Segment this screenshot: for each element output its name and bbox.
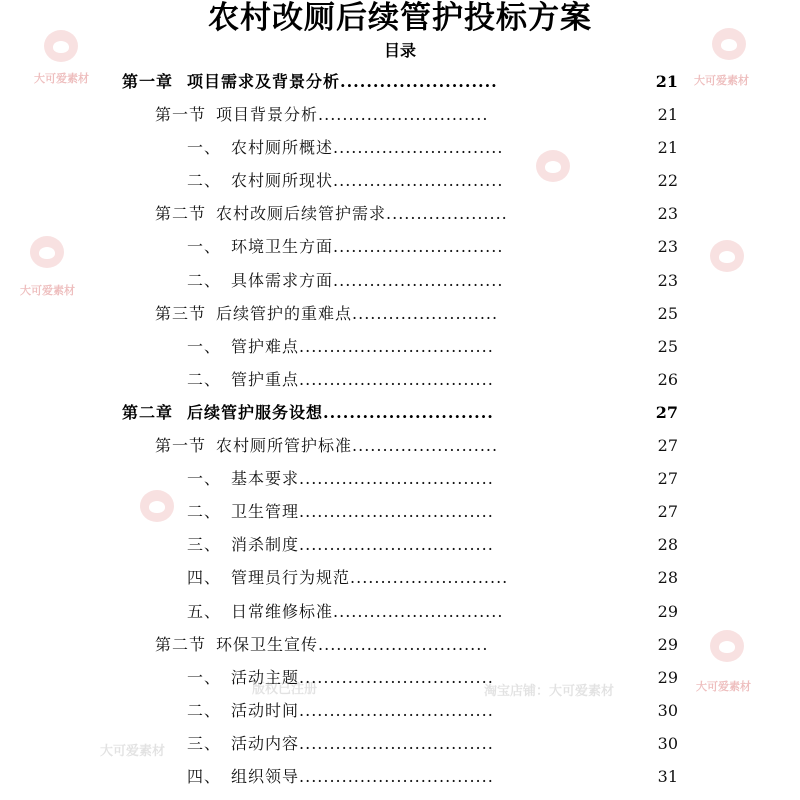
toc-entry-text [187,767,494,787]
toc-entry-section[interactable] [0,629,800,662]
toc-page-number: 21 [657,138,678,158]
toc-page-number: 29 [657,601,678,621]
watermark-shop-text: 淘宝店铺：大可爱素材 [484,684,615,699]
toc-entry-label: 四、 [187,766,222,786]
toc-entry-title: 管理员行为规范 [231,568,351,588]
toc-entry-text [187,171,503,191]
toc-page-number: 21 [657,105,678,125]
toc-entry-title: 活动内容 [231,733,300,753]
toc-entry-item[interactable] [0,132,800,165]
toc-entry-item[interactable] [0,165,800,198]
toc-page-number: 30 [657,700,678,720]
toc-entry-title: 卫生管理 [231,502,300,522]
toc-entry-label: 一、 [187,667,222,687]
toc-entry-label: 三、 [187,733,222,753]
toc-entry-title: 日常维修标准 [231,601,334,621]
toc-dot-leader: ................................ [299,535,494,555]
toc-entry-label: 一、 [187,237,222,257]
toc-entry-label: 二、 [187,270,222,290]
toc-entry-title: 农村厕所现状 [231,171,334,191]
toc-entry-text [187,568,508,588]
toc-entry-text [187,701,494,721]
toc-page-number: 31 [657,766,678,786]
toc-entry-label: 五、 [187,601,222,621]
toc-entry-label: 二、 [187,171,222,191]
toc-page-number: 22 [657,171,678,191]
toc-entry-label: 第二节 [155,634,207,654]
toc-entry-section[interactable] [0,198,800,231]
toc-entry-title: 活动时间 [231,700,300,720]
toc-dot-leader: ................................ [299,369,494,389]
toc-page-number: 30 [657,733,678,753]
toc-entry-label: 第三节 [155,303,207,323]
toc-entry-text [187,502,494,522]
toc-entry-text [155,635,488,655]
toc-dot-leader: .................... [386,204,508,224]
toc-dot-leader: ................................ [299,667,494,687]
toc-page-number: 27 [657,469,678,489]
toc-entry-label: 四、 [187,568,222,588]
toc-entry-label: 三、 [187,535,222,555]
toc-entry-title: 管护难点 [231,336,300,356]
toc-page-number: 25 [657,303,678,323]
toc-dot-leader: ............................ [333,237,504,257]
toc-dot-leader: ............................ [333,270,504,290]
toc-dot-leader: ............................ [318,105,489,125]
toc-entry-item[interactable] [0,529,800,562]
toc-entry-label: 一、 [187,138,222,158]
toc-entry-title: 后续管护的重难点 [216,303,353,323]
toc-entry-label: 第一章 [122,72,174,91]
toc-entry-text [187,237,503,257]
toc-entry-title: 环境卫生方面 [231,237,334,257]
toc-entry-text [187,469,494,489]
toc-dot-leader: ........................ [352,303,499,323]
toc-entry-text [155,436,498,456]
toc-dot-leader: .......................... [323,402,494,422]
toc-entry-label: 第二章 [122,402,174,422]
toc-entry-title: 农村改厕后续管护需求 [216,204,387,224]
toc-entry-text [187,138,503,158]
toc-entry-section[interactable] [0,99,800,132]
toc-entry-title: 项目背景分析 [216,105,319,125]
toc-entry-text [187,337,494,357]
toc-entry-text [155,304,498,324]
toc-page-number: 23 [657,204,678,224]
toc-dot-leader: .......................... [350,568,509,588]
toc-page-number: 23 [657,237,678,257]
toc-page-number: 29 [657,634,678,654]
toc-page-number: 23 [657,270,678,290]
toc-entry-title: 活动主题 [231,667,300,687]
toc-dot-leader: ................................ [299,469,494,489]
watermark-brand-text: 大可爱素材 [20,284,75,297]
toc-page-number: 21 [655,72,678,91]
watermark-brand-text: 大可爱素材 [100,744,166,759]
toc-entry-item[interactable] [0,463,800,496]
toc-entry-text [187,370,494,390]
toc-page-number: 28 [657,568,678,588]
watermark-notice-text: 版权已注册 [252,682,318,697]
toc-entry-text [187,602,503,622]
toc-entry-item[interactable] [0,562,800,595]
toc-page-number: 29 [657,667,678,687]
toc-entry-title: 具体需求方面 [231,270,334,290]
toc-dot-leader: ............................ [333,138,504,158]
toc-entry-item[interactable] [0,596,800,629]
toc-dot-leader: ............................ [318,634,489,654]
toc-dot-leader: ............................ [333,601,504,621]
toc-entry-section[interactable] [0,298,800,331]
toc-dot-leader: ................................ [299,766,494,786]
toc-dot-leader: ................................ [299,733,494,753]
toc-page-number: 25 [657,336,678,356]
toc-page-number: 27 [655,402,678,422]
toc-entry-text [187,271,503,291]
toc-entry-text [155,105,488,125]
toc-entry-text [187,734,494,754]
toc-entry-title: 项目需求及背景分析 [187,72,341,91]
toc-dot-leader: ................................ [299,336,494,356]
toc-entry-chapter[interactable] [0,397,800,430]
toc-entry-label: 二、 [187,700,222,720]
toc-entry-item[interactable] [0,331,800,364]
toc-entry-title: 后续管护服务设想 [187,402,324,422]
toc-page-number: 27 [657,502,678,522]
table-of-contents [0,66,800,794]
toc-entry-label: 一、 [187,469,222,489]
toc-entry-section[interactable] [0,430,800,463]
toc-dot-leader: ................................ [299,700,494,720]
toc-entry-title: 管护重点 [231,369,300,389]
toc-entry-title: 组织领导 [231,766,300,786]
toc-entry-text [155,204,508,224]
toc-heading: 目录 [383,41,416,60]
toc-entry-item[interactable] [0,728,800,761]
toc-page-number: 28 [657,535,678,555]
toc-entry-label: 第二节 [155,204,207,224]
toc-entry-item[interactable] [0,231,800,264]
document-title: 农村改厕后续管护投标方案 [208,0,592,36]
watermark-brand-text: 大可爱素材 [696,680,751,693]
toc-entry-title: 环保卫生宣传 [216,634,319,654]
toc-entry-title: 农村厕所管护标准 [216,436,353,456]
toc-entry-text [122,72,498,92]
toc-dot-leader: ........................ [352,436,499,456]
toc-entry-text [187,668,494,688]
toc-entry-item[interactable] [0,364,800,397]
toc-entry-item[interactable] [0,496,800,529]
toc-entry-item[interactable] [0,695,800,728]
toc-entry-item[interactable] [0,761,800,794]
toc-entry-text [187,535,494,555]
toc-entry-item[interactable] [0,662,800,695]
toc-dot-leader: ........................ [340,72,498,91]
toc-entry-item[interactable] [0,265,800,298]
toc-page-number: 26 [657,369,678,389]
toc-entry-label: 第一节 [155,105,207,125]
watermark-brand-text: 大可爱素材 [34,72,89,85]
toc-page-number: 27 [657,436,678,456]
toc-entry-label: 二、 [187,502,222,522]
toc-entry-label: 一、 [187,336,222,356]
toc-entry-title: 消杀制度 [231,535,300,555]
toc-entry-chapter[interactable] [0,66,800,99]
toc-entry-label: 第一节 [155,436,207,456]
watermark-brand-text: 大可爱素材 [694,74,749,87]
toc-dot-leader: ............................ [333,171,504,191]
toc-entry-text [122,403,494,423]
toc-dot-leader: ................................ [299,502,494,522]
toc-entry-title: 农村厕所概述 [231,138,334,158]
toc-entry-label: 二、 [187,369,222,389]
toc-entry-title: 基本要求 [231,469,300,489]
